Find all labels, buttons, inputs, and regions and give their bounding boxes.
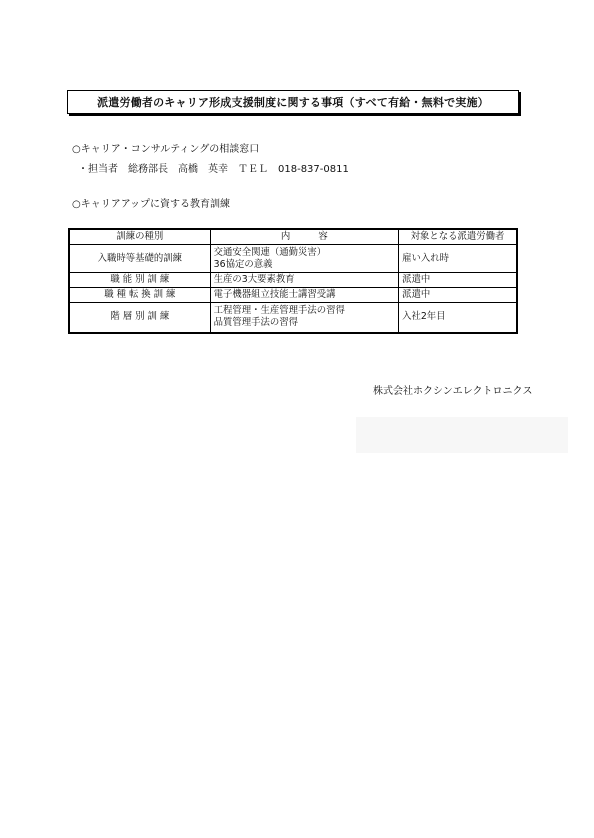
row-type: 入職時等基礎的訓練 xyxy=(69,245,210,273)
consulting-heading: ○キャリア・コンサルティングの相談窓口 xyxy=(72,144,260,155)
row-content xyxy=(210,245,398,273)
training-table xyxy=(68,228,518,334)
content-line: 交通安全関連（通勤災害） xyxy=(213,246,327,258)
training-heading: ○キャリアアップに資する教育訓練 xyxy=(72,199,231,210)
content-line: 36協定の意義 xyxy=(213,258,273,270)
table-row xyxy=(69,273,517,288)
content-line: 品質管理手法の習得 xyxy=(213,317,299,329)
document-title xyxy=(67,90,519,114)
row-type: 職 種 転 換 訓 練 xyxy=(69,288,210,303)
consulting-contact: ・担当者 総務部長 高橋 英幸 ＴＥＬ 018-837-0811 xyxy=(78,164,349,175)
document-title-text: 派遣労働者のキャリア形成支援制度に関する事項（すべて有給・無料で実施） xyxy=(97,96,489,109)
header-content: 内 容 xyxy=(210,229,398,245)
table-row xyxy=(69,288,517,303)
content-line: 生産の3大要素教育 xyxy=(213,274,295,285)
row-type: 階 層 別 訓 練 xyxy=(69,303,210,333)
row-content xyxy=(210,288,398,303)
header-type: 訓練の種別 xyxy=(69,229,210,245)
faint-region xyxy=(356,417,568,453)
header-target: 対象となる派遣労働者 xyxy=(399,229,517,245)
row-content xyxy=(210,273,398,288)
table-row xyxy=(69,303,517,333)
table-row xyxy=(69,245,517,273)
row-content xyxy=(210,303,398,333)
content-line: 電子機器組立技能士講習受講 xyxy=(213,289,336,300)
content-line: 工程管理・生産管理手法の習得 xyxy=(213,305,345,317)
row-target: 雇い入れ時 xyxy=(399,245,517,273)
row-target: 派遣中 xyxy=(399,288,517,303)
row-type: 職 能 別 訓 練 xyxy=(69,273,210,288)
row-target: 派遣中 xyxy=(399,273,517,288)
row-target: 入社2年目 xyxy=(399,303,517,333)
table-header-row xyxy=(69,229,517,245)
company-name: 株式会社ホクシンエレクトロニクス xyxy=(373,386,533,397)
